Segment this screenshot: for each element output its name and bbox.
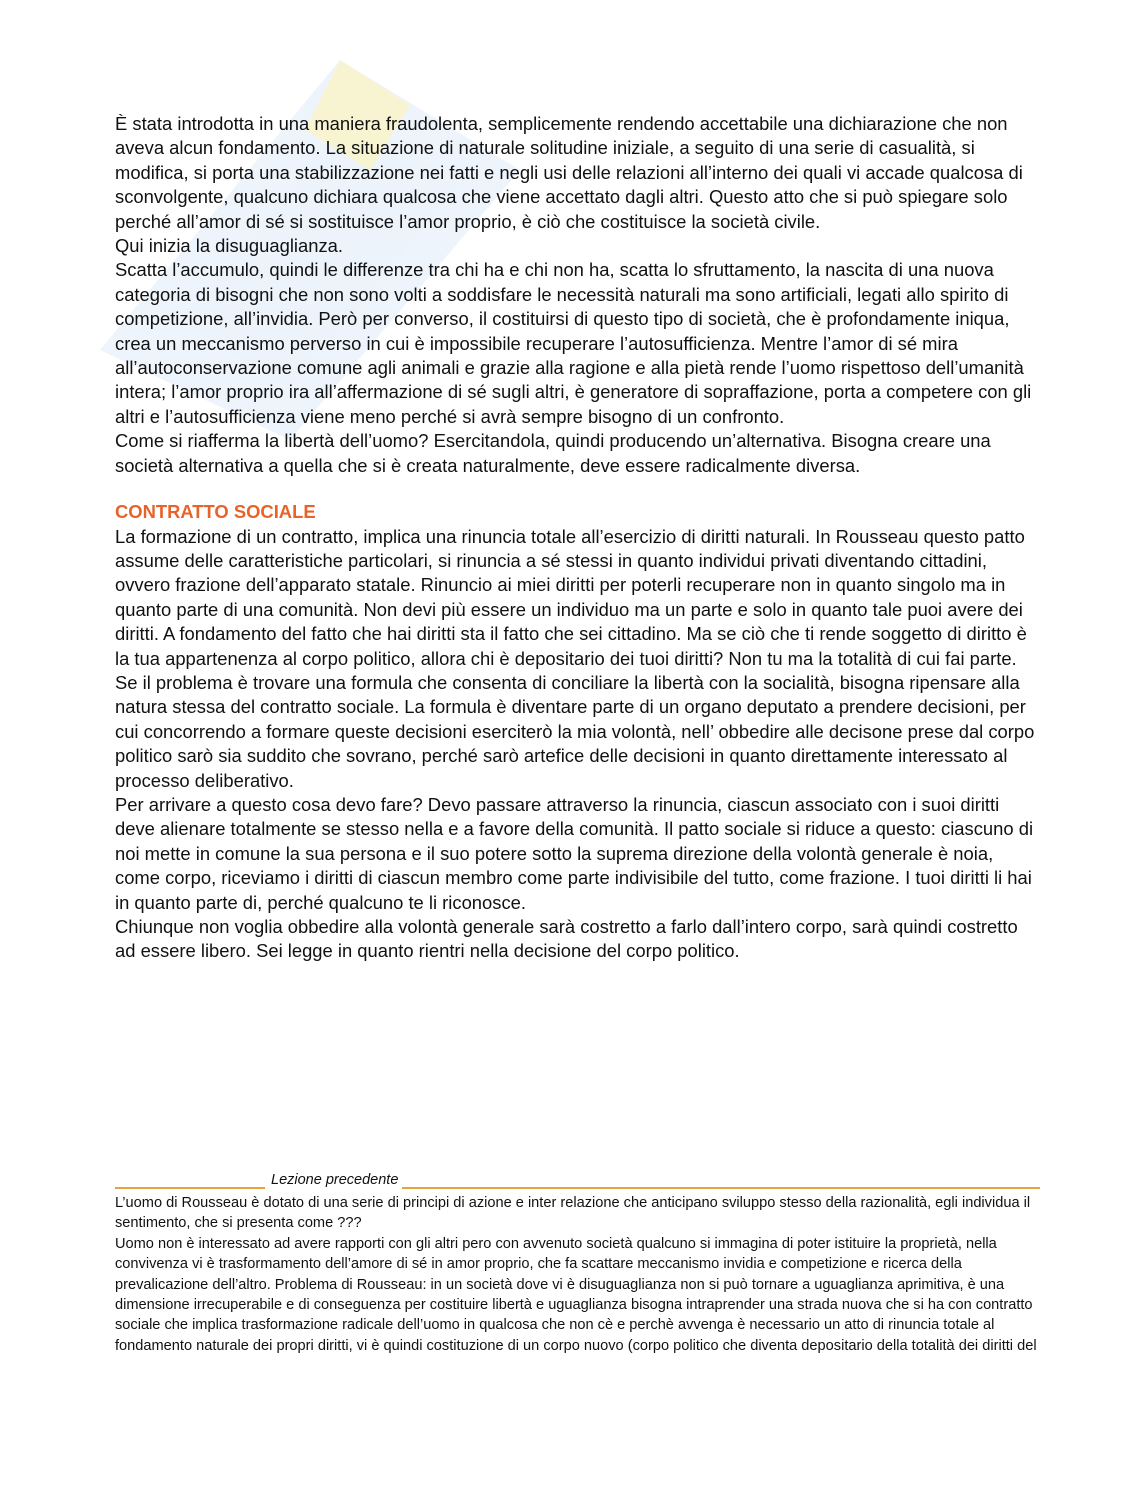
section-title: CONTRATTO SOCIALE — [115, 501, 316, 523]
divider-label: Lezione precedente — [271, 1172, 399, 1188]
section-paragraph-3: Per arrivare a questo cosa devo fare? Devo passare attraverso la rinuncia, ciascun associato con i suoi diritti deve alienare totalmente se stesso nella e a favore della comunità. Il patto sociale si riduce a questo: ciascuno di noi mette in comune la sua persona e il suo potere sotto la suprema direzione della volontà generale è noia, come corpo, riceviamo i diritti di ciascun membro come parte indivisibile del tutto, come frazione. I tuoi diritti li hai in quanto parte di, perché qualcuno te li riconosce. — [115, 793, 1034, 913]
section-paragraph-4: Chiunque non voglia obbedire alla volontà generale sarà costretto a farlo dall’intero corpo, sarà quindi costretto ad essere libero. Sei legge in quanto rientri nella decisione del corpo politico. — [115, 916, 1018, 962]
section-paragraph-2: Se il problema è trovare una formula che consenta di conciliare la libertà con la socialità, bisogna ripensare alla natura stessa del contratto sociale. La formula è diventare parte di un organo deputato a prendere decisioni, per cui concorrendo a formare queste decisioni eserciterò la mia volontà, nell’ obbedire alle decisone prese dal corpo politico sarò sia suddito che sovrano, perché sarò artefice delle decisioni in quanto direttamente interessato al processo deliberativo. — [115, 671, 1035, 791]
body-paragraph-4: Come si riafferma la libertà dell’uomo? Esercitandola, quindi producendo un’alternativa. Bisogna creare una società alternativa a quella che si è creata naturalmente, deve essere radicalmente diversa. — [115, 430, 991, 476]
body-paragraph-1: È stata introdotta in una maniera fraudolenta, semplicemente rendendo accettabile una dichiarazione che non aveva alcun fondamento. La situazione di naturale solitudine iniziale, a seguito di una serie di casualità, si modifica, si porta una stabilizzazione nei fatti e negli usi delle relazioni all’interno dei quali vi accade qualcosa di sconvolgente, qualcuno dichiara qualcosa che viene accettato dagli altri. Questo atto che si può spiegare solo perché all’amor di sé si sostituisce l’amor proprio, è ciò che costituisce la società civile. — [115, 113, 1023, 232]
footer-paragraph-1: L’uomo di Rousseau è dotato di una serie di principi di azione e inter relazione che anticipano sviluppo stesso della razionalità, egli individua il sentimento, che si presenta come ??? — [115, 1195, 1031, 1232]
document-body — [115, 112, 1040, 964]
section-paragraph-1: La formazione di un contratto, implica una rinuncia totale all’esercizio di diritti naturali. In Rousseau questo patto assume delle caratteristiche particolari, si rinuncia a sé stessi in quanto individui privati diventando cittadini, ovvero frazione dell’apparato statale. Rinuncio ai miei diritti per poterli recuperare non in quanto singolo ma in quanto parte di una comunità. Non devi più essere un individuo ma un parte e solo in quanto tale puoi avere dei diritti. A fondamento del fatto che hai diritti sta il fatto che sei cittadino. Ma se ciò che ti rende soggetto di diritto è la tua appartenenza al corpo politico, allora chi è depositario dei tuoi diritti? Non tu ma la totalità di cui fai parte. — [115, 525, 1027, 669]
footer-divider — [115, 1170, 1040, 1189]
divider-rule-left — [115, 1172, 265, 1189]
body-paragraph-2: Qui inizia la disuguaglianza. — [115, 235, 343, 257]
divider-rule-right — [402, 1172, 1040, 1189]
footer-paragraph-2: Uomo non è interessato ad avere rapporti con gli altri pero con avvenuto società qualcuno si immagina di poter istituire la proprietà, nella convivenza vi è trasformamento dell’amore di sé in amor proprio, che fa scattare meccanismo invidia e competizione e ricerca della prevalicazione dell’altro. Problema di Rousseau: in un società dove vi è disuguaglianza non si può tornare a uguaglianza aprimitiva, è una dimensione irrecuperabile e di conseguenza per costituire libertà e uguaglianza bisogna intraprender una strada nuova che si ha con contratto sociale che implica trasformazione radicale dell’uomo in qualcosa che non cè e perchè avvenga è necessario un atto di rinuncia totale al fondamento naturale dei propri diritti, vi è quindi costituzione di un corpo nuovo (corpo politico che diventa depositario della totalità dei diritti del — [115, 1235, 1037, 1354]
body-paragraph-3: Scatta l’accumulo, quindi le differenze tra chi ha e chi non ha, scatta lo sfruttamento, la nascita di una nuova categoria di bisogni che non sono volti a soddisfare le necessità naturali ma sono artificiali, legati allo spirito di competizione, all’invidia. Però per converso, il costituirsi di questo tipo di società, che è profondamente iniqua, crea un meccanismo perverso in cui è impossibile recuperare l’autosufficienza. Mentre l’amor di sé mira all’autoconservazione comune agli animali e grazie alla ragione e alla pietà rende l’uomo rispettoso dell’umanità intera; l’amor proprio ira all’affermazione di sé sugli altri, è generatore di sopraffazione, porta a competere con gli altri e l’autosufficienza viene meno perché si avrà sempre bisogno di un confronto. — [115, 259, 1032, 427]
footer-notes — [115, 1170, 1040, 1356]
